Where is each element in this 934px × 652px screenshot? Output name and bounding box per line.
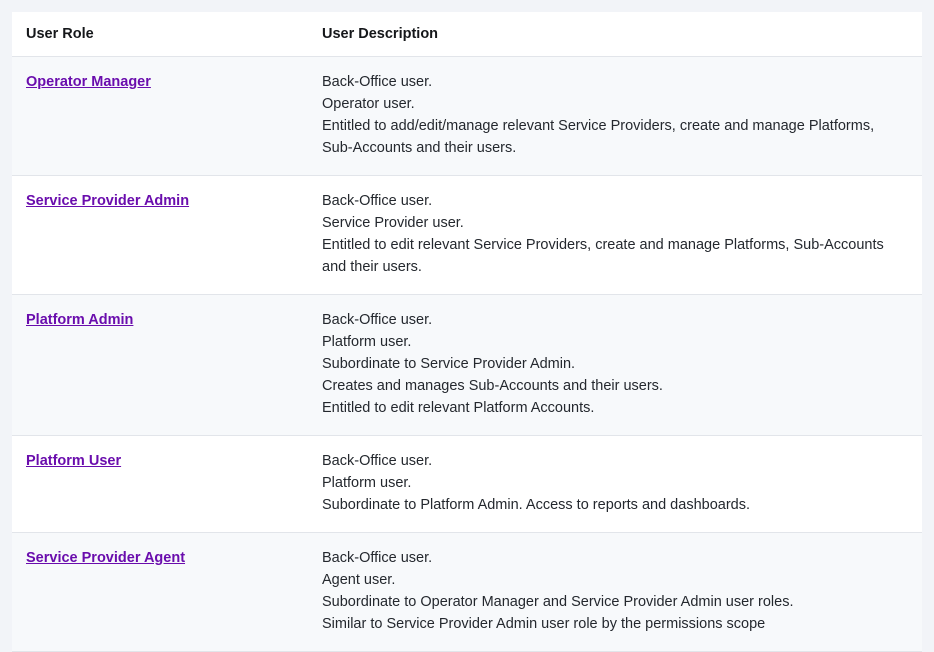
description-line: Operator user. bbox=[322, 96, 415, 112]
description-line: Platform user. bbox=[322, 334, 412, 350]
cell-user-description bbox=[310, 57, 922, 176]
cell-user-description bbox=[310, 436, 922, 533]
description-line: Back-Office user. bbox=[322, 453, 433, 469]
table-row bbox=[12, 436, 922, 533]
description-line: Service Provider user. bbox=[322, 215, 464, 231]
description-line: Entitled to edit relevant Service Providers, create and manage Platforms, Sub-Accounts and their users. bbox=[322, 237, 884, 275]
table-row bbox=[12, 533, 922, 652]
description-line: Subordinate to Operator Manager and Service Provider Admin user roles. bbox=[322, 594, 794, 610]
user-roles-table bbox=[12, 12, 922, 652]
table-row bbox=[12, 57, 922, 176]
description-line: Creates and manages Sub-Accounts and their users. bbox=[322, 378, 663, 394]
column-header-user-description: User Description bbox=[310, 12, 922, 57]
table-header bbox=[12, 12, 922, 57]
table-header-row bbox=[12, 12, 922, 57]
table-row bbox=[12, 176, 922, 295]
role-link-service-provider-admin[interactable]: Service Provider Admin bbox=[26, 193, 190, 209]
description-line: Entitled to edit relevant Platform Accounts. bbox=[322, 400, 595, 416]
description-line: Back-Office user. bbox=[322, 193, 433, 209]
description-line: Subordinate to Platform Admin. Access to reports and dashboards. bbox=[322, 497, 750, 513]
description-line: Entitled to add/edit/manage relevant Service Providers, create and manage Platforms, Sub-Accounts and their users. bbox=[322, 118, 875, 156]
table-body bbox=[12, 57, 922, 652]
description-line: Agent user. bbox=[322, 572, 396, 588]
role-link-service-provider-agent[interactable]: Service Provider Agent bbox=[26, 550, 186, 566]
description-line: Back-Office user. bbox=[322, 550, 433, 566]
cell-user-role bbox=[12, 295, 310, 436]
description-line: Platform user. bbox=[322, 475, 412, 491]
cell-user-description bbox=[310, 533, 922, 652]
description-line: Back-Office user. bbox=[322, 312, 433, 328]
cell-user-role bbox=[12, 533, 310, 652]
role-link-operator-manager[interactable]: Operator Manager bbox=[26, 74, 151, 90]
description-line: Similar to Service Provider Admin user role by the permissions scope bbox=[322, 616, 766, 632]
column-header-user-role: User Role bbox=[12, 12, 310, 57]
description-line: Subordinate to Service Provider Admin. bbox=[322, 356, 576, 372]
cell-user-description bbox=[310, 176, 922, 295]
role-link-platform-admin[interactable]: Platform Admin bbox=[26, 312, 134, 328]
cell-user-description bbox=[310, 295, 922, 436]
cell-user-role bbox=[12, 57, 310, 176]
cell-user-role bbox=[12, 176, 310, 295]
role-link-platform-user[interactable]: Platform User bbox=[26, 453, 122, 469]
table-row bbox=[12, 295, 922, 436]
cell-user-role bbox=[12, 436, 310, 533]
description-line: Back-Office user. bbox=[322, 74, 433, 90]
